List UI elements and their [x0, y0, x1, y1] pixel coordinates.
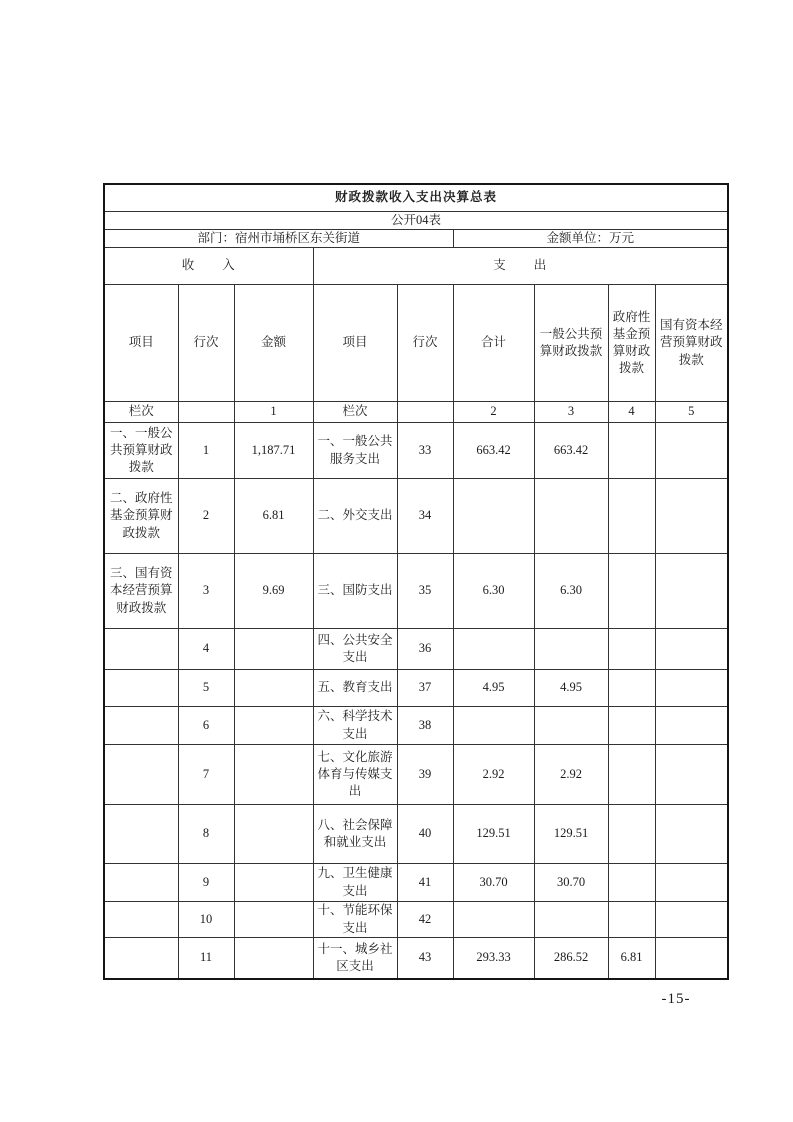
cell-exp-gov-fund — [608, 707, 655, 745]
cell-income-line: 1 — [178, 423, 234, 479]
cell-exp-state-capital — [655, 670, 728, 707]
cell-exp-gov-fund — [608, 745, 655, 805]
table-row — [104, 707, 728, 745]
cell-income-line: 7 — [178, 745, 234, 805]
expense-section-header: 支 出 — [313, 248, 728, 285]
col-header-income-amount: 金额 — [234, 285, 313, 402]
colindex-exp-gov-fund: 4 — [608, 402, 655, 423]
col-header-exp-gov-fund: 政府性基金预算财政拨款 — [608, 285, 655, 402]
cell-exp-line: 42 — [397, 902, 453, 938]
cell-income-item — [104, 864, 178, 902]
cell-income-amount: 1,187.71 — [234, 423, 313, 479]
table-row — [104, 864, 728, 902]
cell-exp-item: 二、外交支出 — [313, 479, 397, 554]
cell-exp-general: 129.51 — [534, 805, 608, 864]
cell-income-amount — [234, 670, 313, 707]
table-row — [104, 629, 728, 670]
cell-exp-gov-fund — [608, 629, 655, 670]
table-row — [104, 745, 728, 805]
cell-exp-general: 286.52 — [534, 938, 608, 979]
cell-exp-total: 2.92 — [453, 745, 534, 805]
colindex-exp-line — [397, 402, 453, 423]
cell-income-item — [104, 745, 178, 805]
cell-income-amount — [234, 745, 313, 805]
colindex-exp-state-capital: 5 — [655, 402, 728, 423]
cell-exp-item: 七、文化旅游体育与传媒支出 — [313, 745, 397, 805]
income-section-header: 收 入 — [104, 248, 313, 285]
cell-income-item — [104, 902, 178, 938]
cell-income-amount: 9.69 — [234, 554, 313, 629]
cell-exp-total: 293.33 — [453, 938, 534, 979]
cell-exp-general: 6.30 — [534, 554, 608, 629]
cell-exp-state-capital — [655, 902, 728, 938]
cell-income-amount — [234, 864, 313, 902]
form-code: 公开04表 — [104, 211, 728, 229]
table-row — [104, 479, 728, 554]
cell-exp-line: 35 — [397, 554, 453, 629]
fiscal-summary-table — [103, 183, 729, 980]
table-row — [104, 902, 728, 938]
colindex-exp-total: 2 — [453, 402, 534, 423]
cell-exp-line: 40 — [397, 805, 453, 864]
cell-income-item — [104, 707, 178, 745]
amount-unit-label: 金额单位：万元 — [453, 229, 728, 247]
cell-exp-state-capital — [655, 423, 728, 479]
cell-exp-gov-fund — [608, 479, 655, 554]
cell-exp-item: 十一、城乡社区支出 — [313, 938, 397, 979]
colindex-income-label: 栏次 — [104, 402, 178, 423]
table-row — [104, 423, 728, 479]
cell-exp-general — [534, 479, 608, 554]
cell-income-item — [104, 938, 178, 979]
col-header-exp-total: 合计 — [453, 285, 534, 402]
cell-income-line: 9 — [178, 864, 234, 902]
cell-exp-line: 36 — [397, 629, 453, 670]
cell-exp-line: 37 — [397, 670, 453, 707]
cell-exp-item: 三、国防支出 — [313, 554, 397, 629]
col-header-exp-line: 行次 — [397, 285, 453, 402]
table-row — [104, 938, 728, 979]
cell-income-line: 10 — [178, 902, 234, 938]
colindex-income-amount: 1 — [234, 402, 313, 423]
section-row — [104, 248, 728, 285]
cell-exp-total: 129.51 — [453, 805, 534, 864]
table-title: 财政拨款收入支出决算总表 — [104, 184, 728, 211]
cell-exp-general: 2.92 — [534, 745, 608, 805]
cell-exp-line: 34 — [397, 479, 453, 554]
department-row — [104, 229, 728, 247]
title-row — [104, 184, 728, 211]
cell-exp-general — [534, 707, 608, 745]
col-header-exp-item: 项目 — [313, 285, 397, 402]
cell-exp-total: 4.95 — [453, 670, 534, 707]
cell-exp-total — [453, 629, 534, 670]
cell-exp-total: 663.42 — [453, 423, 534, 479]
table-row — [104, 554, 728, 629]
table-row — [104, 805, 728, 864]
column-header-row — [104, 285, 728, 402]
col-header-income-item: 项目 — [104, 285, 178, 402]
cell-income-item — [104, 805, 178, 864]
cell-exp-state-capital — [655, 629, 728, 670]
cell-exp-gov-fund: 6.81 — [608, 938, 655, 979]
cell-income-line: 3 — [178, 554, 234, 629]
cell-exp-gov-fund — [608, 864, 655, 902]
cell-exp-state-capital — [655, 805, 728, 864]
cell-income-item: 三、国有资本经营预算财政拨款 — [104, 554, 178, 629]
cell-exp-line: 39 — [397, 745, 453, 805]
column-index-row — [104, 402, 728, 423]
cell-exp-item: 一、一般公共服务支出 — [313, 423, 397, 479]
page-number: -15- — [661, 991, 691, 1007]
form-code-row — [104, 211, 728, 229]
cell-exp-total: 6.30 — [453, 554, 534, 629]
cell-exp-general: 30.70 — [534, 864, 608, 902]
cell-income-line: 8 — [178, 805, 234, 864]
cell-exp-gov-fund — [608, 805, 655, 864]
col-header-exp-state-capital: 国有资本经营预算财政拨款 — [655, 285, 728, 402]
cell-income-item: 二、政府性基金预算财政拨款 — [104, 479, 178, 554]
cell-income-amount — [234, 707, 313, 745]
cell-exp-item: 九、卫生健康支出 — [313, 864, 397, 902]
cell-income-amount — [234, 629, 313, 670]
cell-exp-state-capital — [655, 864, 728, 902]
cell-income-item — [104, 629, 178, 670]
cell-income-amount — [234, 902, 313, 938]
colindex-income-line — [178, 402, 234, 423]
cell-exp-state-capital — [655, 938, 728, 979]
cell-exp-item: 八、社会保障和就业支出 — [313, 805, 397, 864]
cell-exp-gov-fund — [608, 670, 655, 707]
cell-exp-item: 五、教育支出 — [313, 670, 397, 707]
cell-income-line: 4 — [178, 629, 234, 670]
col-header-income-line: 行次 — [178, 285, 234, 402]
cell-income-amount — [234, 938, 313, 979]
cell-income-item: 一、一般公共预算财政拨款 — [104, 423, 178, 479]
cell-exp-total — [453, 902, 534, 938]
cell-exp-line: 33 — [397, 423, 453, 479]
cell-exp-general: 4.95 — [534, 670, 608, 707]
cell-exp-gov-fund — [608, 902, 655, 938]
cell-exp-line: 41 — [397, 864, 453, 902]
department-label: 部门：宿州市埇桥区东关街道 — [104, 229, 453, 247]
cell-exp-total: 30.70 — [453, 864, 534, 902]
cell-exp-total — [453, 479, 534, 554]
cell-exp-line: 43 — [397, 938, 453, 979]
cell-exp-state-capital — [655, 707, 728, 745]
cell-exp-item: 四、公共安全支出 — [313, 629, 397, 670]
cell-exp-total — [453, 707, 534, 745]
cell-exp-line: 38 — [397, 707, 453, 745]
cell-exp-item: 十、节能环保支出 — [313, 902, 397, 938]
cell-income-line: 5 — [178, 670, 234, 707]
cell-exp-state-capital — [655, 479, 728, 554]
cell-exp-item: 六、科学技术支出 — [313, 707, 397, 745]
colindex-exp-label: 栏次 — [313, 402, 397, 423]
cell-exp-general: 663.42 — [534, 423, 608, 479]
cell-exp-gov-fund — [608, 423, 655, 479]
cell-exp-general — [534, 629, 608, 670]
cell-income-amount — [234, 805, 313, 864]
col-header-exp-general-budget: 一般公共预算财政拨款 — [534, 285, 608, 402]
colindex-exp-general: 3 — [534, 402, 608, 423]
cell-exp-general — [534, 902, 608, 938]
cell-income-item — [104, 670, 178, 707]
table-row — [104, 670, 728, 707]
cell-income-line: 11 — [178, 938, 234, 979]
cell-exp-state-capital — [655, 745, 728, 805]
cell-income-line: 6 — [178, 707, 234, 745]
cell-income-line: 2 — [178, 479, 234, 554]
cell-exp-gov-fund — [608, 554, 655, 629]
cell-exp-state-capital — [655, 554, 728, 629]
cell-income-amount: 6.81 — [234, 479, 313, 554]
